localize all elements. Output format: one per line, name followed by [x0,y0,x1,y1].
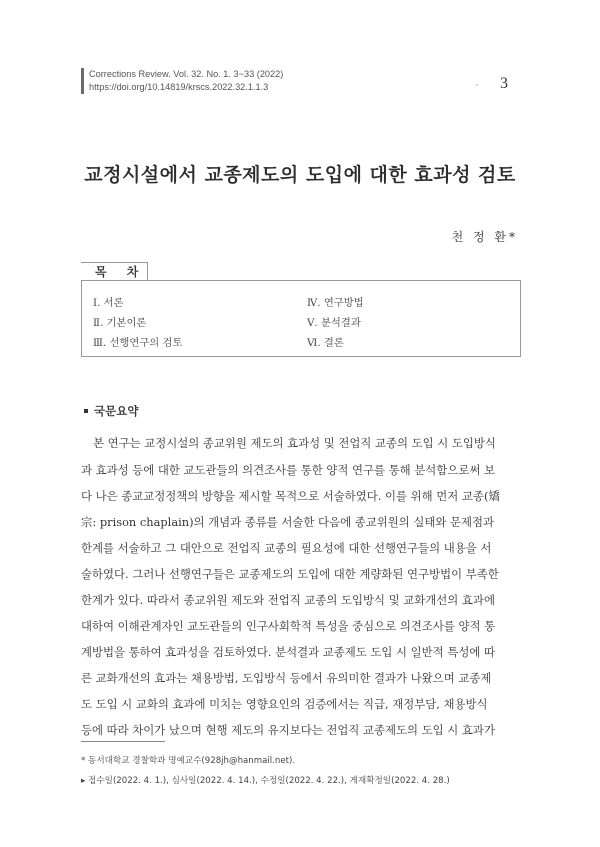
toc-item-2[interactable]: Ⅱ. 기본이론 [93,317,147,329]
square-bullet-icon [84,409,88,413]
abstract-line: 등에 따라 차이가 났으며 현행 제도의 유지보다는 전업직 교종제도의 도입 시 효과가 [81,723,495,737]
author-footnote: * 동서대학교 경찰학과 명예교수(928jh@hanmail.net). [81,756,296,766]
author-name: 천 정 환* [451,230,518,244]
abstract-line: 한계를 서술하고 그 대안으로 전업직 교종의 필요성에 대한 선행연구들의 내용을 서 [81,541,492,555]
doi-link[interactable]: https://doi.org/10.14819/krscs.2022.32.1.1.3 [89,82,269,92]
toc-item-4[interactable]: Ⅳ. 연구방법 [307,297,364,309]
footnote-rule [81,741,165,742]
abstract-line: 한계가 있다. 따라서 종교위원 제도와 전업직 교종의 도입방식 및 교화개선의 효과에 [81,593,495,607]
abstract-heading [84,403,138,419]
toc-item-3[interactable]: Ⅲ. 선행연구의 검토 [93,337,183,349]
toc-heading: 목 차 [95,265,147,279]
abstract-line: 과 효과성 등에 대한 교도관들의 의견조사를 통한 양적 연구를 통해 분석함으로써 보 [81,463,495,477]
journal-meta [89,68,283,94]
paper-title: 교정시설에서 교종제도의 도입에 대한 효과성 검토 [84,164,516,186]
page-mark: * [476,84,478,90]
abstract-line: 다 나은 종교교정정책의 방향을 제시할 목적으로 서술하였다. 이를 위해 먼저 교종(矯 [81,489,500,503]
abstract-line: 대하여 이해관계자인 교도관들의 인구사회학적 특성을 중심으로 의견조사를 양적 통 [81,619,496,633]
toc-heading-tab [81,262,148,281]
toc-item-1[interactable]: Ⅰ. 서론 [93,297,124,309]
abstract-line: 宗: prison chaplain)의 개념과 종류를 서술한 다음에 종교위원의 실태와 문제점과 [81,515,494,529]
header-rule [81,68,84,94]
abstract-line: 본 연구는 교정시설의 종교위원 제도의 효과성 및 전업직 교종의 도입 시 도입방식 [93,436,496,450]
abstract-line: 계방법을 통하여 효과성을 검토하였다. 분석결과 교종제도 도입 시 일반적 특성에 따 [81,645,495,659]
abstract-line: 른 교화개선의 효과는 채용방법, 도입방식 등에서 유의미한 결과가 나왔으며 교종제 [81,671,492,685]
abstract-line: 도 도입 시 교화의 효과에 미치는 영향요인의 검증에서는 직급, 재정부담, 채용방식 [81,697,488,711]
abstract-heading-label: 국문요약 [94,404,139,418]
toc-item-6[interactable]: Ⅵ. 결론 [307,337,344,349]
abstract-line: 술하였다. 그러나 선행연구들은 교종제도의 도입에 대한 계량화된 연구방법이 부족한 [81,567,499,581]
journal-citation: Corrections Review. Vol. 32. No. 1. 3~33 (2022) [89,69,284,79]
dates-footnote: ▸ 접수일(2022. 4. 1.), 심사일(2022. 4. 14.), 수정일(2022. 4. 22.), 게재확정일(2022. 4. 28.) [81,776,450,786]
toc-item-5[interactable]: Ⅴ. 분석결과 [307,317,361,329]
page-number: 3 [500,75,508,92]
